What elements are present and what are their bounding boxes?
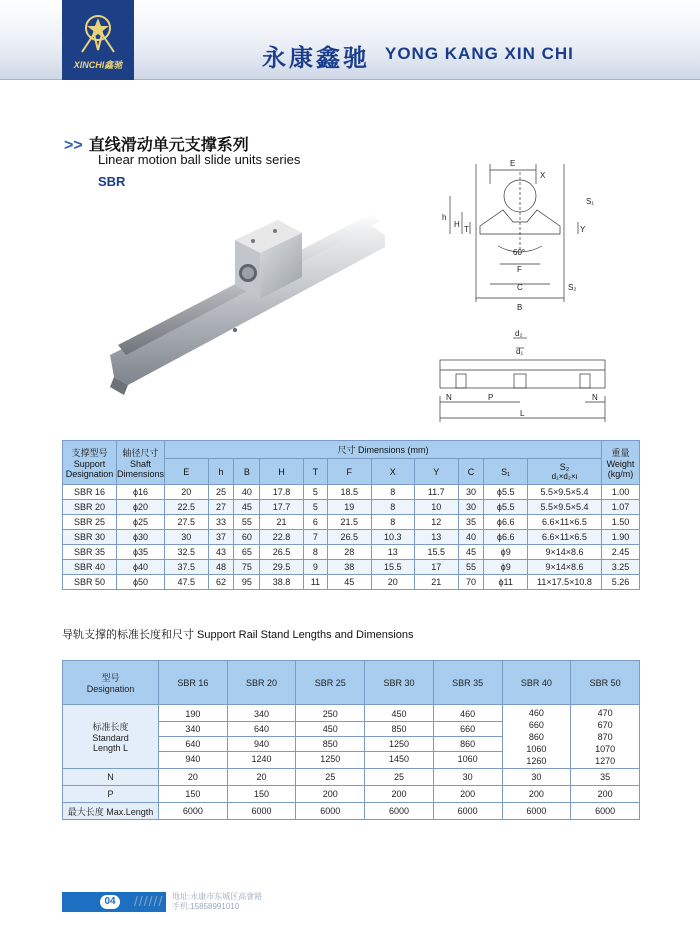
cross-section-drawing <box>418 152 618 317</box>
table-row <box>63 515 640 530</box>
table-cell: 40 <box>234 485 260 500</box>
table-row <box>63 485 640 500</box>
n-row-cell: 30 <box>502 769 571 786</box>
std-length-cell: 460 660 860 1060 1260 <box>502 705 571 769</box>
table-cell: 35 <box>458 515 484 530</box>
dim-X: X <box>540 171 546 180</box>
table-cell: 17.7 <box>260 500 304 515</box>
table-cell: 11 <box>303 575 327 590</box>
table-cell: 22.8 <box>260 530 304 545</box>
table-cell: 9×14×8.6 <box>528 560 602 575</box>
max-length-row-cell: 6000 <box>159 803 228 820</box>
max-length-row-cell: 6000 <box>571 803 640 820</box>
dim-S1: S₁ <box>586 197 595 206</box>
section-arrow: >> <box>64 137 83 154</box>
rail-lengths-title: 导轨支撑的标准长度和尺寸 Support Rail Stand Lengths and Dimensions <box>62 629 414 641</box>
table-cell: 27.5 <box>165 515 209 530</box>
table-cell: 47.5 <box>165 575 209 590</box>
dim-N-left: N <box>446 393 452 402</box>
table-cell: 30 <box>458 500 484 515</box>
table-cell: 11.7 <box>415 485 459 500</box>
dim-L: L <box>520 409 525 418</box>
table-cell: 5.26 <box>602 575 640 590</box>
section-subtitle: Linear motion ball slide units series <box>98 152 301 167</box>
dim-B: B <box>517 303 523 312</box>
table-cell: 20 <box>371 575 415 590</box>
table-cell: 19 <box>328 500 372 515</box>
table-cell: 8 <box>303 545 327 560</box>
table-cell: 15.5 <box>415 545 459 560</box>
table-cell: 9×14×8.6 <box>528 545 602 560</box>
table-row <box>63 560 640 575</box>
dim-angle: 60° <box>513 248 526 257</box>
table-cell: 8 <box>371 500 415 515</box>
phone-line: 手机:15858991010 <box>172 902 240 911</box>
table-cell: 22.5 <box>165 500 209 515</box>
table-cell: ϕ9 <box>484 545 528 560</box>
table-cell: 40 <box>458 530 484 545</box>
brand-name-en: YONG KANG XIN CHI <box>385 44 574 63</box>
dim-H: H <box>454 220 460 229</box>
table-cell: 5.5×9.5×5.4 <box>528 500 602 515</box>
table-cell: 45 <box>328 575 372 590</box>
table-cell: 33 <box>208 515 234 530</box>
footer-slashes: ////// <box>134 893 164 909</box>
logo-emblem-icon <box>76 10 120 54</box>
dim-T: T <box>464 225 469 234</box>
table-cell: 75 <box>234 560 260 575</box>
col-dimensions: 尺寸 Dimensions (mm) <box>165 441 602 459</box>
subcol-2: B <box>234 459 260 485</box>
table-cell: 29.5 <box>260 560 304 575</box>
table-cell: 21 <box>260 515 304 530</box>
table-cell: 10.3 <box>371 530 415 545</box>
table-cell: 6 <box>303 515 327 530</box>
table-cell: 21 <box>415 575 459 590</box>
address-line: 地址:永康市东城区高會路 <box>172 892 263 901</box>
std-length-cell: 340 640 940 1240 <box>227 705 296 769</box>
max-length-row-cell: 6000 <box>296 803 365 820</box>
table-cell: ϕ25 <box>117 515 165 530</box>
table-cell: SBR 20 <box>63 500 117 515</box>
linear-slide-product-image <box>110 195 390 395</box>
table-cell: 60 <box>234 530 260 545</box>
logo-text: XINCHI鑫驰 <box>73 60 123 70</box>
col-shaft: 轴径尺寸 Shaft Dimensions <box>117 441 165 485</box>
n-row-cell: 20 <box>159 769 228 786</box>
table-cell: 11×17.5×10.8 <box>528 575 602 590</box>
subcol-3: H <box>260 459 304 485</box>
dim-P: P <box>488 393 494 402</box>
table-cell: 65 <box>234 545 260 560</box>
dim-F: F <box>517 265 522 274</box>
table-cell: ϕ9 <box>484 560 528 575</box>
dimensions-table <box>62 440 640 590</box>
subcol-4: T <box>303 459 327 485</box>
table-cell: 8 <box>371 485 415 500</box>
col-model: SBR 16 <box>159 661 228 705</box>
table-row <box>63 545 640 560</box>
dim-S2: S₂ <box>568 283 577 292</box>
dim-h: h <box>442 213 447 222</box>
table-cell: 37 <box>208 530 234 545</box>
table-cell: 55 <box>234 515 260 530</box>
subcol-1: h <box>208 459 234 485</box>
dim-E: E <box>510 159 516 168</box>
table-cell: 32.5 <box>165 545 209 560</box>
n-row-cell: 25 <box>296 769 365 786</box>
n-row <box>63 769 640 786</box>
table-cell: ϕ6.6 <box>484 530 528 545</box>
max-length-row <box>63 803 640 820</box>
table-cell: 6.6×11×6.5 <box>528 530 602 545</box>
table-cell: ϕ16 <box>117 485 165 500</box>
table-cell: 15.5 <box>371 560 415 575</box>
n-row-cell: 25 <box>365 769 434 786</box>
max-length-row-cell: 6000 <box>365 803 434 820</box>
brand-name-cn: 永康鑫驰 <box>262 44 370 72</box>
max-length-row-label: 最大长度 Max.Length <box>63 803 159 820</box>
table-cell: SBR 35 <box>63 545 117 560</box>
table-cell: ϕ11 <box>484 575 528 590</box>
dim-C: C <box>517 283 523 292</box>
table-cell: 9 <box>303 560 327 575</box>
table-cell: 2.45 <box>602 545 640 560</box>
table-cell: SBR 16 <box>63 485 117 500</box>
std-length-cell: 190 340 640 940 <box>159 705 228 769</box>
table-row <box>63 530 640 545</box>
table-cell: 21.5 <box>328 515 372 530</box>
dim-N-right: N <box>592 393 598 402</box>
subcol-8: C <box>458 459 484 485</box>
col-designation: 型号 Designation <box>63 661 159 705</box>
max-length-row-cell: 6000 <box>227 803 296 820</box>
subcol-9: S₁ <box>484 459 528 485</box>
table-cell: 28 <box>328 545 372 560</box>
table-cell: 45 <box>234 500 260 515</box>
n-row-cell: 20 <box>227 769 296 786</box>
table-cell: 38.8 <box>260 575 304 590</box>
table-row <box>63 575 640 590</box>
col-designation: 支撑型号 Support Designation <box>63 441 117 485</box>
table-cell: 5 <box>303 500 327 515</box>
col-model: SBR 50 <box>571 661 640 705</box>
subcol-0: E <box>165 459 209 485</box>
std-length-cell: 450 850 1250 1450 <box>365 705 434 769</box>
subcol-5: F <box>328 459 372 485</box>
table-cell: ϕ5.5 <box>484 500 528 515</box>
n-row-label: N <box>63 769 159 786</box>
col-weight: 重量 Weight (kg/m) <box>602 441 640 485</box>
table-cell: 38 <box>328 560 372 575</box>
table-cell: 20 <box>165 485 209 500</box>
footer-address <box>172 892 262 912</box>
dim-d2: d₂ <box>515 329 523 338</box>
side-view-drawing <box>420 322 620 432</box>
table-cell: SBR 40 <box>63 560 117 575</box>
table-cell: 27 <box>208 500 234 515</box>
table-cell: 12 <box>415 515 459 530</box>
table-cell: ϕ50 <box>117 575 165 590</box>
p-row <box>63 786 640 803</box>
max-length-row-cell: 6000 <box>433 803 502 820</box>
table-cell: ϕ20 <box>117 500 165 515</box>
col-model: SBR 40 <box>502 661 571 705</box>
table-cell: SBR 50 <box>63 575 117 590</box>
table-cell: 48 <box>208 560 234 575</box>
p-row-cell: 200 <box>433 786 502 803</box>
col-model: SBR 35 <box>433 661 502 705</box>
table-cell: 5.5×9.5×5.4 <box>528 485 602 500</box>
p-row-cell: 150 <box>227 786 296 803</box>
dim-Y: Y <box>580 225 586 234</box>
table-cell: 1.90 <box>602 530 640 545</box>
subcol-6: X <box>371 459 415 485</box>
table-row <box>63 500 640 515</box>
table-cell: 25 <box>208 485 234 500</box>
p-row-cell: 200 <box>571 786 640 803</box>
table-cell: 7 <box>303 530 327 545</box>
table-cell: 95 <box>234 575 260 590</box>
std-length-cell: 460 660 860 1060 <box>433 705 502 769</box>
page-header <box>0 0 700 80</box>
table-cell: 30 <box>458 485 484 500</box>
p-row-cell: 200 <box>296 786 365 803</box>
dim-d1: d₁ <box>516 347 524 356</box>
table-cell: SBR 30 <box>63 530 117 545</box>
p-row-cell: 200 <box>502 786 571 803</box>
max-length-row-cell: 6000 <box>502 803 571 820</box>
table-cell: 26.5 <box>328 530 372 545</box>
table-cell: 1.07 <box>602 500 640 515</box>
table-cell: 17.8 <box>260 485 304 500</box>
table-cell: 26.5 <box>260 545 304 560</box>
logo <box>62 0 134 80</box>
table-cell: ϕ6.6 <box>484 515 528 530</box>
table-cell: 17 <box>415 560 459 575</box>
table-cell: 5 <box>303 485 327 500</box>
table-cell: 1.00 <box>602 485 640 500</box>
p-row-cell: 150 <box>159 786 228 803</box>
table-cell: 1.50 <box>602 515 640 530</box>
table-cell: 43 <box>208 545 234 560</box>
section-code: SBR <box>98 174 126 189</box>
n-row-cell: 35 <box>571 769 640 786</box>
table-cell: 30 <box>165 530 209 545</box>
subcol-7: Y <box>415 459 459 485</box>
table-cell: 3.25 <box>602 560 640 575</box>
table-cell: SBR 25 <box>63 515 117 530</box>
col-model: SBR 30 <box>365 661 434 705</box>
table-cell: 62 <box>208 575 234 590</box>
table-cell: 70 <box>458 575 484 590</box>
table-cell: 10 <box>415 500 459 515</box>
page-number: 04 <box>100 895 120 909</box>
table-cell: ϕ40 <box>117 560 165 575</box>
std-length-label: 标准长度 Standard Length L <box>63 705 159 769</box>
table-cell: 6.6×11×6.5 <box>528 515 602 530</box>
subcol-s2: S₂ d₁×d₂×ι <box>528 459 602 485</box>
table-cell: 8 <box>371 515 415 530</box>
p-row-cell: 200 <box>365 786 434 803</box>
col-model: SBR 20 <box>227 661 296 705</box>
std-length-cell: 250 450 850 1250 <box>296 705 365 769</box>
section-title-cn: 直线滑动单元支撑系列 <box>88 137 249 154</box>
table-cell: 37.5 <box>165 560 209 575</box>
table-cell: 13 <box>415 530 459 545</box>
table-cell: ϕ5.5 <box>484 485 528 500</box>
n-row-cell: 30 <box>433 769 502 786</box>
table-cell: ϕ35 <box>117 545 165 560</box>
table-cell: 45 <box>458 545 484 560</box>
col-model: SBR 25 <box>296 661 365 705</box>
table-cell: 18.5 <box>328 485 372 500</box>
p-row-label: P <box>63 786 159 803</box>
table-cell: ϕ30 <box>117 530 165 545</box>
rail-lengths-table <box>62 660 640 820</box>
table-cell: 55 <box>458 560 484 575</box>
std-length-cell: 470 670 870 1070 1270 <box>571 705 640 769</box>
table-cell: 13 <box>371 545 415 560</box>
std-length-row <box>63 705 640 769</box>
